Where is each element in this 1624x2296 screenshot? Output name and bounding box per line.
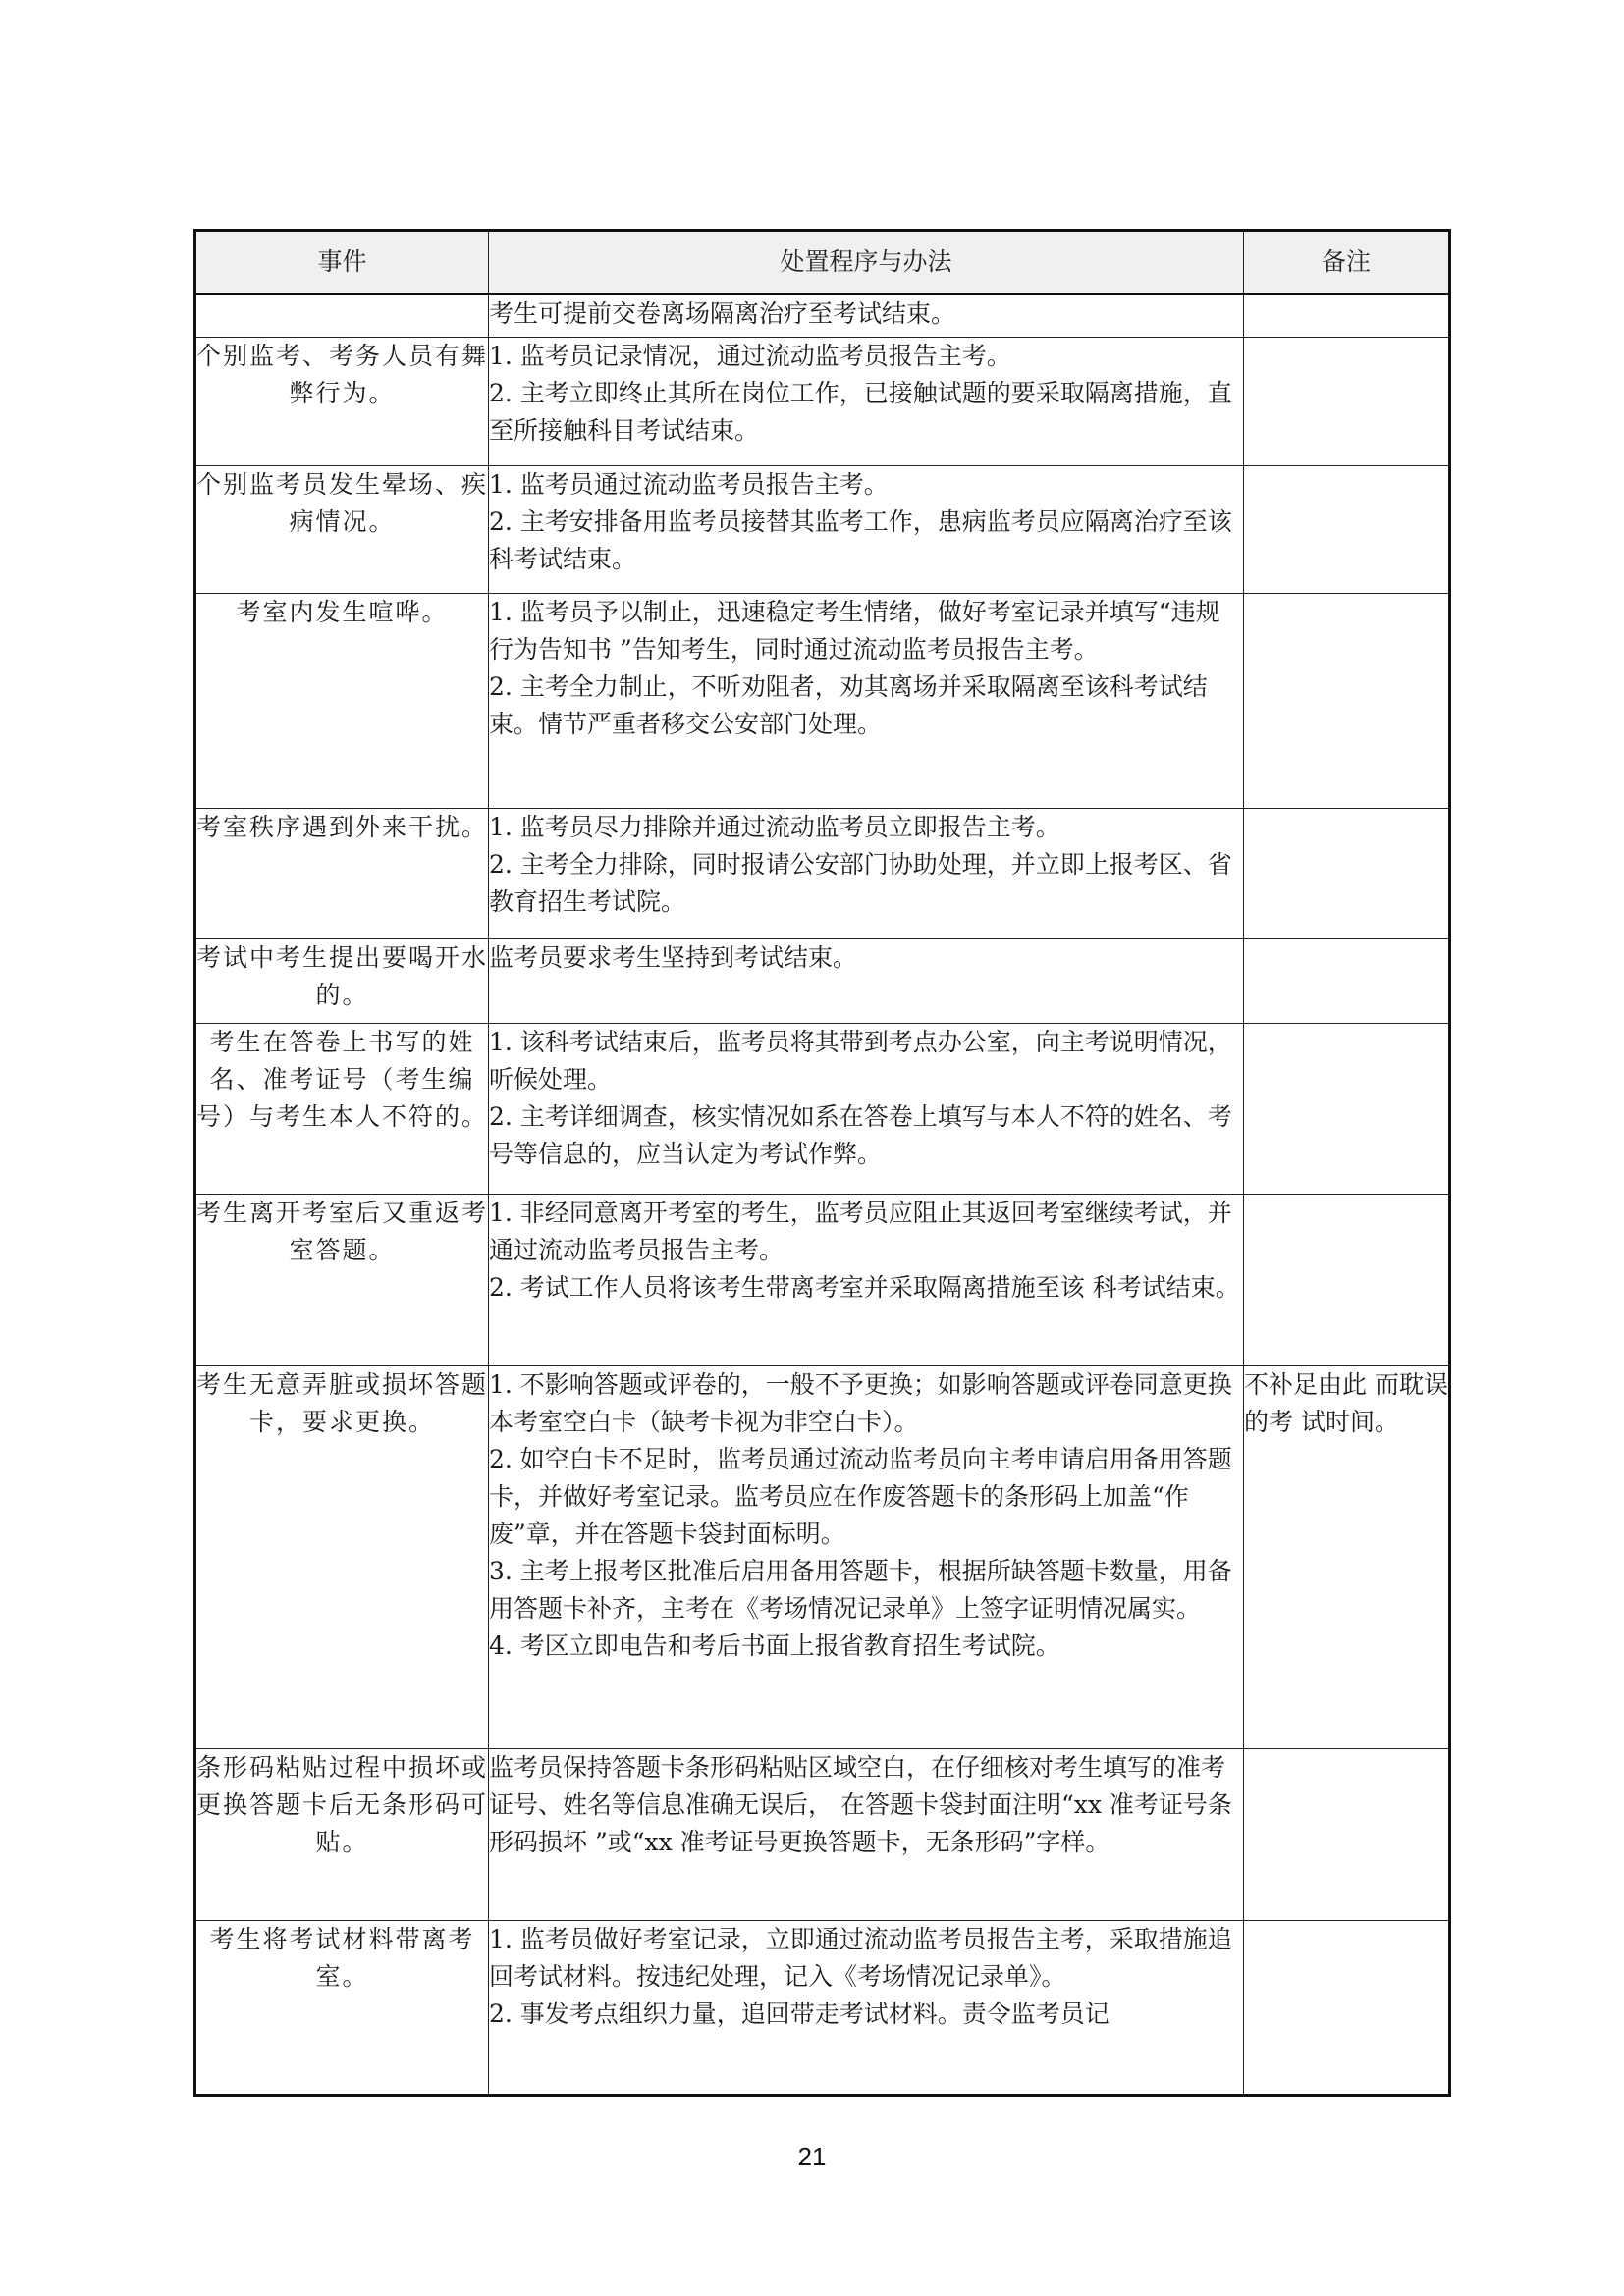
note-cell	[1244, 594, 1450, 809]
procedure-cell	[489, 466, 1244, 594]
event-cell: 考室秩序遇到外来干扰。	[195, 809, 489, 939]
note-cell	[1244, 1921, 1450, 2096]
note-cell	[1244, 338, 1450, 466]
table-row	[195, 466, 1450, 594]
table-header-row	[195, 231, 1450, 294]
procedure-cell	[489, 594, 1244, 809]
procedure-step: 2. 如空白卡不足时，监考员通过流动监考员向主考申请启用备用答题卡，并做好考室记录。监考员应在作废答题卡的条形码上加盖“作废”章，并在答题卡袋封面标明。	[489, 1445, 1232, 1548]
event-cell: 个别监考员发生晕场、疾病情况。	[195, 466, 489, 594]
table-row	[195, 809, 1450, 939]
table-body	[195, 294, 1450, 2096]
procedure-cell	[489, 939, 1244, 1024]
procedure-step: 1. 该科考试结束后，监考员将其带到考点办公室，向主考说明情况，听候处理。	[489, 1028, 1232, 1094]
note-cell	[1244, 1024, 1450, 1195]
procedure-step: 1. 监考员记录情况，通过流动监考员报告主考。	[489, 342, 1011, 370]
table-row	[195, 338, 1450, 466]
table-row	[195, 594, 1450, 809]
header-note: 备注	[1244, 231, 1450, 294]
procedure-step: 3. 主考上报考区批准后启用备用答题卡，根据所缺答题卡数量，用备用答题卡补齐，主考在《考场情况记录单》上签字证明情况属实。	[489, 1557, 1232, 1623]
procedure-step: 2. 主考详细调查，核实情况如系在答卷上填写与本人不符的姓名、考号等信息的，应当认定为考试作弊。	[489, 1102, 1232, 1168]
table-row	[195, 1195, 1450, 1366]
table-row	[195, 1749, 1450, 1921]
event-cell: 考试中考生提出要喝开水的。	[195, 939, 489, 1024]
procedure-cell	[489, 809, 1244, 939]
table-row	[195, 939, 1450, 1024]
note-cell	[1244, 466, 1450, 594]
procedure-cell	[489, 294, 1244, 338]
note-cell	[1244, 294, 1450, 338]
header-event: 事件	[195, 231, 489, 294]
procedure-step: 1. 监考员做好考室记录，立即通过流动监考员报告主考，采取措施追回考试材料。按违纪处理，记入《考场情况记录单》。	[489, 1925, 1232, 1991]
procedure-cell	[489, 1921, 1244, 2096]
procedure-step: 监考员要求考生坚持到考试结束。	[489, 943, 858, 972]
event-cell: 考生在答卷上书写的姓名、准考证号（考生编号）与考生本人不符的。	[195, 1024, 489, 1195]
procedure-step: 1. 监考员通过流动监考员报告主考。	[489, 470, 889, 499]
note-cell: 不补足由此 而耽误的考 试时间。	[1244, 1366, 1450, 1749]
event-cell	[195, 294, 489, 338]
table-row	[195, 1921, 1450, 2096]
event-cell: 考室内发生喧哗。	[195, 594, 489, 809]
procedure-cell	[489, 1749, 1244, 1921]
procedure-step: 1. 监考员尽力排除并通过流动监考员立即报告主考。	[489, 813, 1060, 841]
note-cell	[1244, 1749, 1450, 1921]
event-cell: 条形码粘贴过程中损坏或更换答题卡后无条形码可贴。	[195, 1749, 489, 1921]
procedure-step: 2. 主考立即终止其所在岗位工作，已接触试题的要采取隔离措施，直至所接触科目考试结束。	[489, 379, 1232, 445]
table-row	[195, 294, 1450, 338]
procedure-step: 1. 监考员予以制止，迅速稳定考生情绪，做好考室记录并填写“违规行为告知书 ”告知考生，同时通过流动监考员报告主考。	[489, 598, 1220, 664]
event-cell: 个别监考、考务人员有舞弊行为。	[195, 338, 489, 466]
procedure-step: 2. 考试工作人员将该考生带离考室并采取隔离措施至该 科考试结束。	[489, 1273, 1240, 1302]
note-cell	[1244, 809, 1450, 939]
table-row	[195, 1024, 1450, 1195]
note-cell	[1244, 939, 1450, 1024]
procedure-cell	[489, 338, 1244, 466]
note-cell	[1244, 1195, 1450, 1366]
page-number: 21	[797, 2142, 827, 2171]
procedure-cell	[489, 1366, 1244, 1749]
procedure-step: 监考员保持答题卡条形码粘贴区域空白，在仔细核对考生填写的准考证号、姓名等信息准确无误后， 在答题卡袋封面注明“xx 准考证号条形码损坏 ”或“xx 准考证号更换答题卡，无条形码”字样。	[489, 1753, 1232, 1856]
event-cell: 考生离开考室后又重返考室答题。	[195, 1195, 489, 1366]
header-procedure: 处置程序与办法	[489, 231, 1244, 294]
procedure-step: 2. 事发考点组织力量，追回带走考试材料。责令监考员记	[489, 2000, 1110, 2028]
procedure-step: 4. 考区立即电告和考后书面上报省教育招生考试院。	[489, 1631, 1060, 1660]
procedure-step: 1. 不影响答题或评卷的，一般不予更换；如影响答题或评卷同意更换本考室空白卡（缺考卡视为非空白卡）。	[489, 1370, 1232, 1436]
table-row	[195, 1366, 1450, 1749]
procedure-step: 2. 主考全力制止，不听劝阻者，劝其离场并采取隔离至该科考试结束。情节严重者移交公安部门处理。	[489, 672, 1208, 738]
procedure-cell	[489, 1195, 1244, 1366]
procedure-step: 考生可提前交卷离场隔离治疗至考试结束。	[489, 299, 956, 328]
procedure-cell	[489, 1024, 1244, 1195]
event-cell: 考生将考试材料带离考室。	[195, 1921, 489, 2096]
procedure-step: 2. 主考安排备用监考员接替其监考工作，患病监考员应隔离治疗至该科考试结束。	[489, 507, 1232, 573]
event-cell: 考生无意弄脏或损坏答题卡，要求更换。	[195, 1366, 489, 1749]
procedure-step: 1. 非经同意离开考室的考生，监考员应阻止其返回考室继续考试，并通过流动监考员报告主考。	[489, 1199, 1232, 1264]
incident-procedure-table	[193, 229, 1451, 2097]
procedure-step: 2. 主考全力排除，同时报请公安部门协助处理，并立即上报考区、省教育招生考试院。	[489, 850, 1232, 916]
